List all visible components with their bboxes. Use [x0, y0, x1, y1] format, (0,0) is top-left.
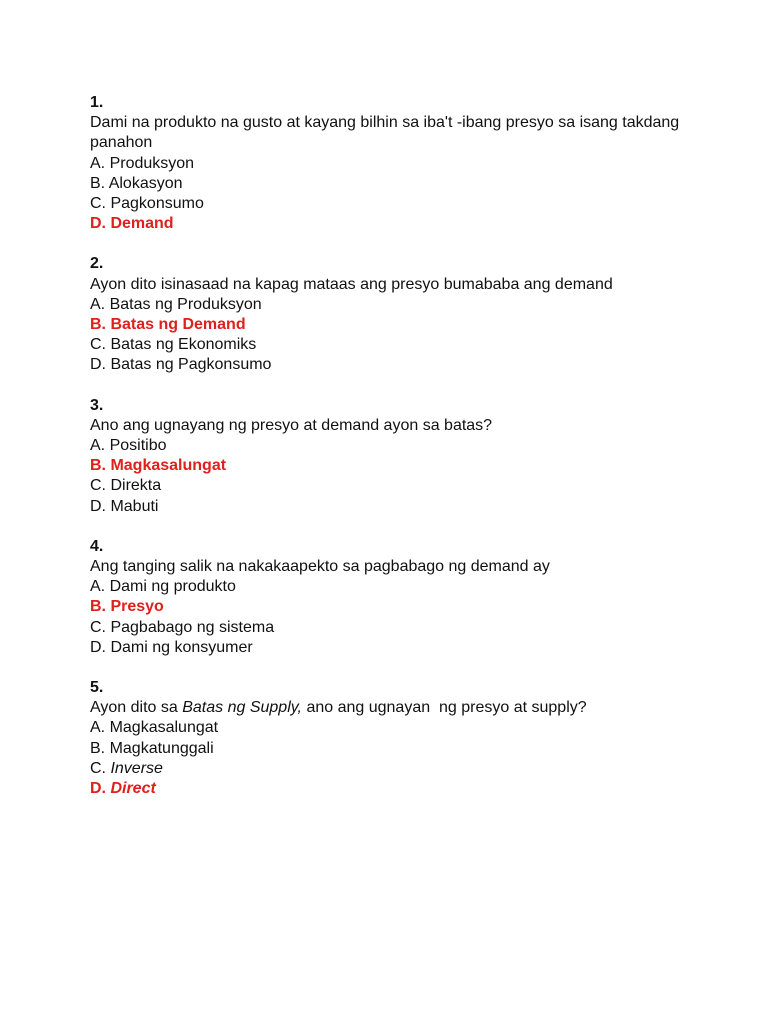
- question-prompt: Ang tanging salik na nakakaapekto sa pagbabago ng demand ay: [90, 558, 550, 576]
- choice-text: Batas ng Produksyon: [109, 295, 262, 313]
- choice-letter: D.: [90, 780, 106, 798]
- question-3: [90, 396, 730, 517]
- choice-b-correct-answer: [90, 597, 730, 617]
- question-1: [90, 93, 730, 234]
- question-2: [90, 254, 730, 375]
- question-number: 3.: [90, 396, 104, 414]
- choice-letter: C.: [90, 336, 106, 354]
- choice-letter: C.: [90, 618, 106, 636]
- choice-text: Batas ng Ekonomiks: [110, 336, 257, 354]
- choice-text: Direct: [110, 780, 156, 798]
- choice-c: [90, 618, 730, 638]
- choice-text: Batas ng Demand: [110, 316, 246, 334]
- choice-d: [90, 497, 730, 517]
- choice-letter: A.: [90, 154, 106, 172]
- choice-b-correct-answer: [90, 456, 730, 476]
- prompt-text: ano ang ugnayan ng presyo at supply?: [302, 699, 587, 717]
- choice-letter: A.: [90, 295, 106, 313]
- choice-text: Direkta: [110, 477, 162, 495]
- choice-text: Demand: [110, 215, 174, 233]
- choice-letter: A.: [90, 437, 106, 455]
- prompt-italic-term: Batas ng Supply,: [182, 699, 302, 717]
- choice-a: [90, 718, 730, 738]
- choice-c: [90, 759, 730, 779]
- choice-b: [90, 174, 730, 194]
- choice-letter: B.: [90, 739, 106, 757]
- choice-letter: B.: [90, 174, 106, 192]
- choice-a: [90, 154, 730, 174]
- question-number: 4.: [90, 537, 104, 555]
- choice-d-correct-answer: [90, 779, 730, 799]
- choice-letter: D.: [90, 497, 106, 515]
- choice-d-correct-answer: [90, 214, 730, 234]
- question-number: 5.: [90, 679, 104, 697]
- choice-d: [90, 355, 730, 375]
- question-prompt: Dami na produkto na gusto at kayang bilhin sa iba't -ibang presyo sa isang takdang panahon: [90, 114, 684, 152]
- choice-letter: D.: [90, 638, 106, 656]
- choice-text: Batas ng Pagkonsumo: [110, 356, 272, 374]
- choice-text: Dami ng produkto: [109, 578, 236, 596]
- choice-text: Alokasyon: [108, 174, 183, 192]
- choice-text: Magkasalungat: [109, 719, 219, 737]
- choice-text: Presyo: [110, 598, 164, 616]
- choice-text: Dami ng konsyumer: [110, 638, 253, 656]
- choice-letter: A.: [90, 719, 106, 737]
- choice-letter: D.: [90, 215, 106, 233]
- choice-a: [90, 577, 730, 597]
- question-prompt: Ayon dito isinasaad na kapag mataas ang presyo bumababa ang demand: [90, 275, 613, 293]
- choice-text: Mabuti: [110, 497, 159, 515]
- question-5: [90, 678, 730, 799]
- question-prompt: [90, 698, 730, 718]
- choice-text: Pagkonsumo: [110, 195, 204, 213]
- choice-letter: D.: [90, 356, 106, 374]
- choice-letter: B.: [90, 457, 106, 475]
- choice-b: [90, 739, 730, 759]
- choice-letter: C.: [90, 477, 106, 495]
- choice-letter: B.: [90, 316, 106, 334]
- choice-text: Magkatunggali: [109, 739, 214, 757]
- choice-c: [90, 476, 730, 496]
- choice-d: [90, 638, 730, 658]
- choice-text: Produksyon: [109, 154, 195, 172]
- choice-letter: C.: [90, 759, 106, 777]
- quiz-page: [90, 93, 730, 819]
- choice-text: Positibo: [109, 437, 167, 455]
- choice-a: [90, 295, 730, 315]
- question-number: 1.: [90, 94, 104, 111]
- choice-letter: C.: [90, 195, 106, 213]
- prompt-text: Ayon dito sa: [90, 699, 183, 717]
- choice-c: [90, 335, 730, 355]
- choice-text: Inverse: [110, 759, 163, 777]
- choice-letter: B.: [90, 598, 106, 616]
- choice-text: Magkasalungat: [110, 457, 227, 475]
- choice-letter: A.: [90, 578, 106, 596]
- question-4: [90, 537, 730, 658]
- choice-c: [90, 194, 730, 214]
- choice-a: [90, 436, 730, 456]
- choice-b-correct-answer: [90, 315, 730, 335]
- question-prompt: Ano ang ugnayang ng presyo at demand ayon sa batas?: [90, 416, 493, 434]
- question-number: 2.: [90, 255, 104, 273]
- choice-text: Pagbabago ng sistema: [110, 618, 275, 636]
